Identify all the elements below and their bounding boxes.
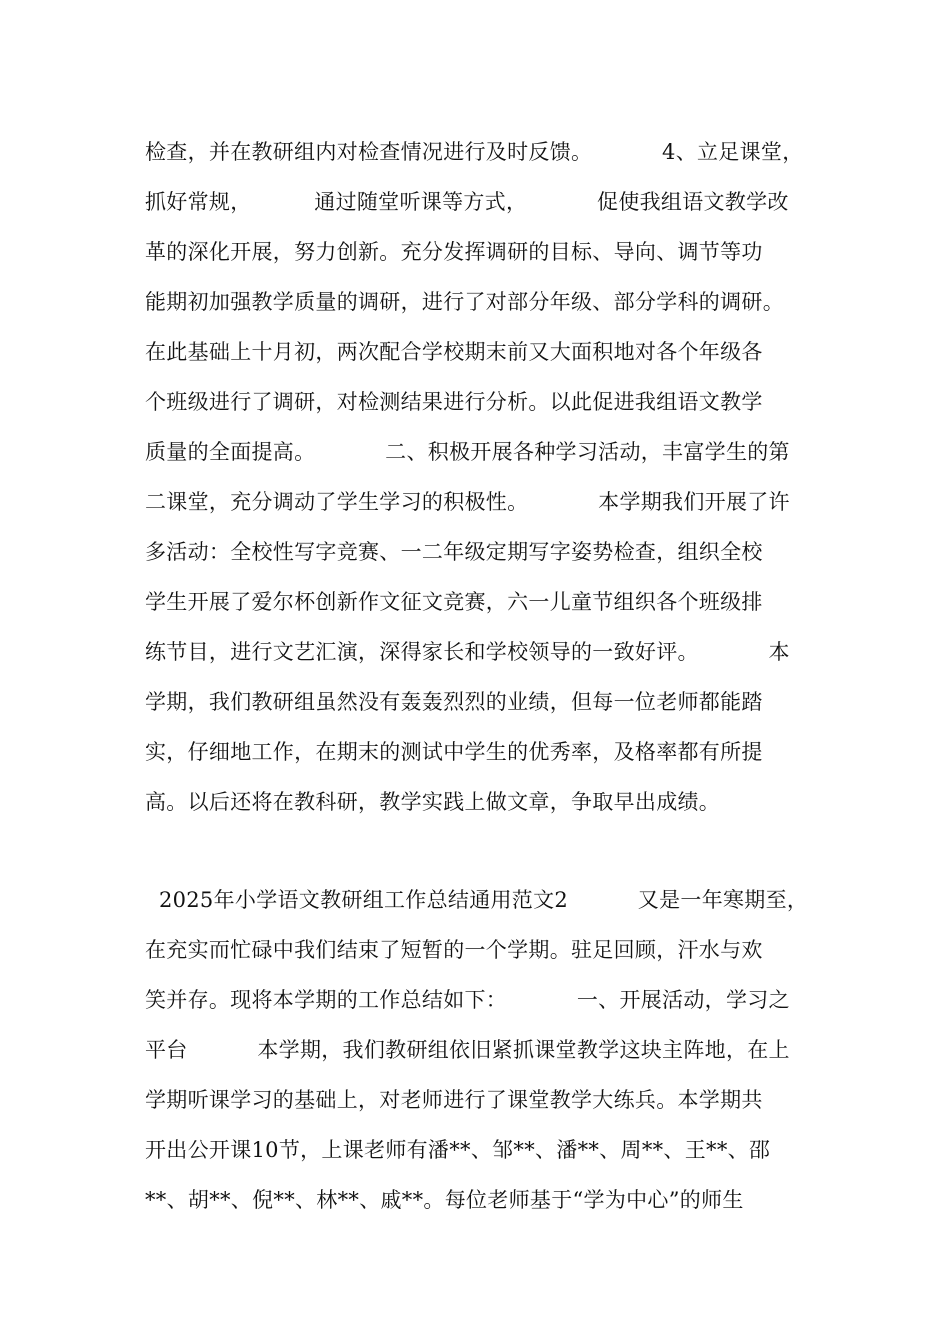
text-line: 平台 本学期，我们教研组依旧紧抓课堂教学这块主阵地，在上 [145,1038,790,1062]
text-line: 高。以后还将在教科研，教学实践上做文章，争取早出成绩。 [145,790,721,814]
text-line: 开出公开课10节，上课老师有潘**、邹**、潘**、周**、王**、邵 [145,1138,771,1162]
text-line: 学期听课学习的基础上，对老师进行了课堂教学大练兵。本学期共 [145,1088,763,1112]
text-line: 笑并存。现将本学期的工作总结如下： 一、开展活动，学习之 [145,988,790,1012]
text-line: 个班级进行了调研，对检测结果进行分析。以此促进我组语文教学 [145,390,763,414]
text-line: **、胡**、倪**、林**、戚**。每位老师基于“学为中心”的师生 [145,1188,744,1212]
text-line: 革的深化开展，努力创新。充分发挥调研的目标、导向、调节等功 [145,240,763,264]
text-line: 学生开展了爱尔杯创新作文征文竞赛，六一儿童节组织各个班级排 [145,590,763,614]
text-line: 检查，并在教研组内对检查情况进行及时反馈。 4、立足课堂， [145,140,804,164]
text-line: 学期，我们教研组虽然没有轰轰烈烈的业绩，但每一位老师都能踏 [145,690,763,714]
text-line: 练节目，进行文艺汇演，深得家长和学校领导的一致好评。 本 [145,640,790,664]
text-line: 抓好常规， 通过随堂听课等方式， 促使我组语文教学改 [145,190,789,214]
text-line: 在此基础上十月初，两次配合学校期末前又大面积地对各个年级各 [145,340,763,364]
text-line: 能期初加强教学质量的调研，进行了对部分年级、部分学科的调研。 [145,290,784,314]
text-line: 实，仔细地工作，在期末的测试中学生的优秀率，及格率都有所提 [145,740,763,764]
section-heading-line: 2025年小学语文教研组工作总结通用范文2 又是一年寒期至， [145,888,809,912]
text-line: 质量的全面提高。 二、积极开展各种学习活动，丰富学生的第 [145,440,790,464]
text-line: 多活动：全校性写字竞赛、一二年级定期写字姿势检查，组织全校 [145,540,763,564]
text-line: 二课堂，充分调动了学生学习的积极性。 本学期我们开展了许 [145,490,790,514]
text-line: 在充实而忙碌中我们结束了短暂的一个学期。驻足回顾，汗水与欢 [145,938,763,962]
